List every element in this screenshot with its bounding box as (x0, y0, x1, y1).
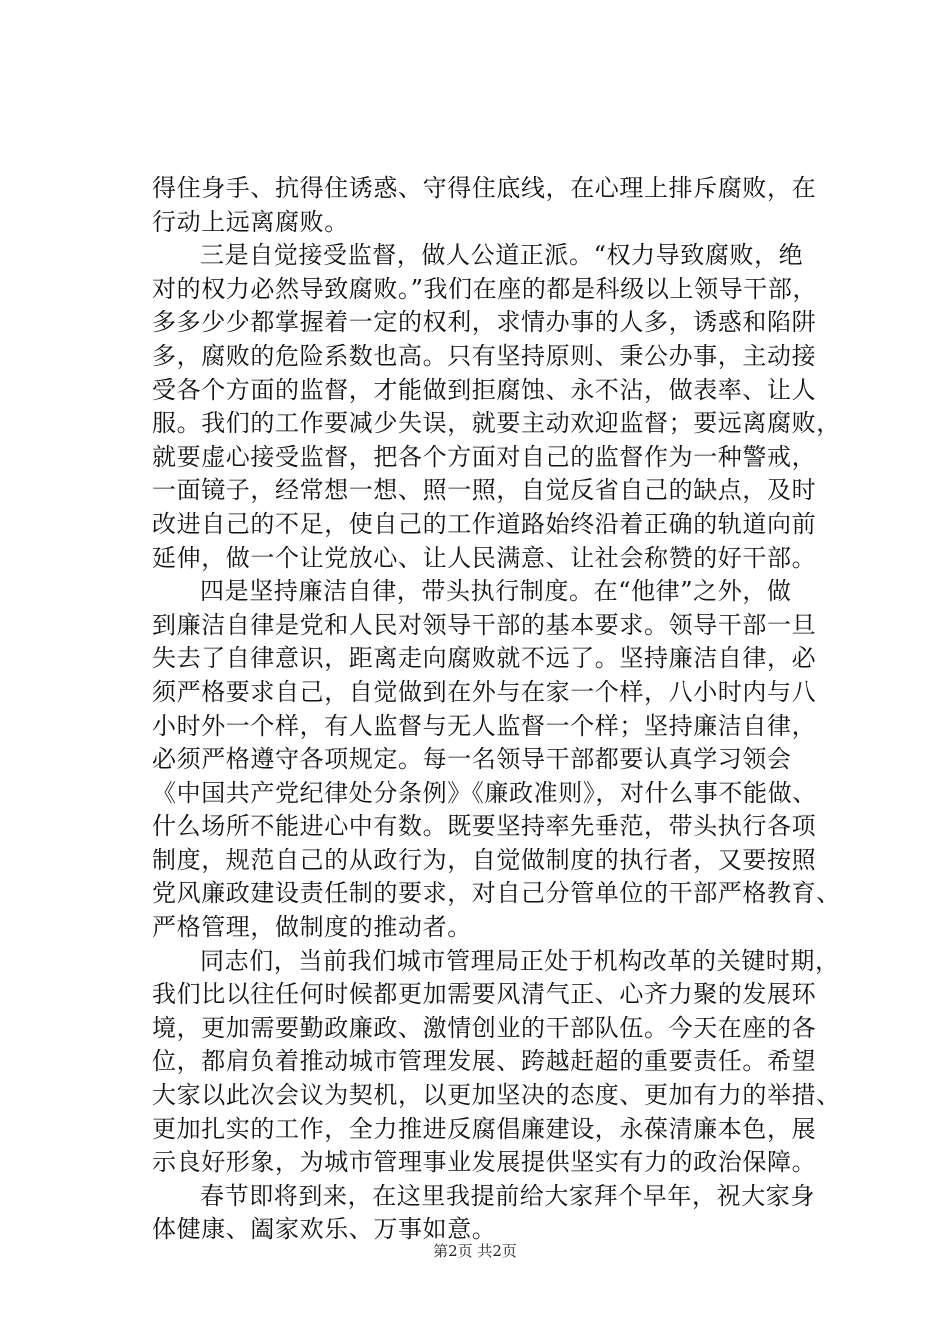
text-line: 我们比以往任何时候都更加需要风清气正、心齐力聚的发展环 (152, 980, 817, 1009)
text-line: 四是坚持廉洁自律，带头执行制度。在“他律”之外，做 (200, 577, 792, 606)
page-footer: 第2页 共2页 (433, 1242, 517, 1260)
text-line: 小时外一个样，有人监督与无人监督一个样；坚持廉洁自律， (152, 711, 817, 740)
text-line: 体健康、阖家欢乐、万事如意。 (152, 1215, 497, 1244)
text-line: 延伸，做一个让党放心、让人民满意、让社会称赞的好干部。 (152, 543, 817, 572)
text-line: 三是自觉接受监督，做人公道正派。“权力导致腐败，绝 (200, 241, 804, 270)
text-line: 必须严格遵守各项规定。每一名领导干部都要认真学习领会 (152, 745, 792, 774)
text-line: 制度，规范自己的从政行为，自觉做制度的执行者，又要按照 (152, 845, 817, 874)
text-line: 位，都肩负着推动城市管理发展、跨越赶超的重要责任。希望 (152, 1047, 817, 1076)
text-line: 严格管理，做制度的推动者。 (152, 913, 472, 942)
text-line: 改进自己的不足，使自己的工作道路始终沿着正确的轨道向前 (152, 509, 817, 538)
text-line: 须严格要求自己，自觉做到在外与在家一个样，八小时内与八 (152, 677, 817, 706)
text-line: 对的权力必然导致腐败。”我们在座的都是科级以上领导干部， (152, 274, 818, 303)
text-line: 得住身手、抗得住诱惑、守得住底线，在心理上排斥腐败，在 (152, 174, 817, 202)
text-line: 党风廉政建设责任制的要求，对自己分管单位的干部严格教育、 (152, 879, 841, 908)
text-line: 春节即将到来，在这里我提前给大家拜个早年，祝大家身 (200, 1181, 815, 1210)
text-line: 行动上远离腐败。 (152, 207, 349, 236)
text-line: 就要虚心接受监督，把各个方面对自己的监督作为一种警戒， (152, 442, 817, 471)
body-text (152, 172, 841, 1247)
text-line: 多多少少都掌握着一定的权利，求情办事的人多，诱惑和陷阱 (152, 308, 817, 337)
text-line: 同志们，当前我们城市管理局正处于机构改革的关键时期， (200, 946, 840, 975)
text-line: 什么场所不能进心中有数。既要坚持率先垂范，带头执行各项 (152, 812, 817, 841)
text-line: 示良好形象，为城市管理事业发展提供坚实有力的政治保障。 (152, 1148, 817, 1177)
text-line: 《中国共产党纪律处分条例》《廉政准则》，对什么事不能做、 (152, 778, 817, 807)
text-line: 大家以此次会议为契机，以更加坚决的态度、更加有力的举措、 (152, 1081, 841, 1110)
text-line: 失去了自律意识，距离走向腐败就不远了。坚持廉洁自律，必 (152, 644, 817, 673)
text-line: 服。我们的工作要减少失误，就要主动欢迎监督；要远离腐败， (152, 409, 841, 438)
text-line: 多，腐败的危险系数也高。只有坚持原则、秉公办事，主动接 (152, 341, 817, 370)
text-line: 一面镜子，经常想一想、照一照，自觉反省自己的缺点，及时 (152, 476, 817, 505)
text-line: 到廉洁自律是党和人民对领导干部的基本要求。领导干部一旦 (152, 610, 817, 639)
text-line: 受各个方面的监督，才能做到拒腐蚀、永不沾，做表率、让人 (152, 375, 817, 404)
text-line: 境，更加需要勤政廉政、激情创业的干部队伍。今天在座的各 (152, 1013, 817, 1042)
text-line: 更加扎实的工作，全力推进反腐倡廉建设，永葆清廉本色，展 (152, 1114, 817, 1143)
